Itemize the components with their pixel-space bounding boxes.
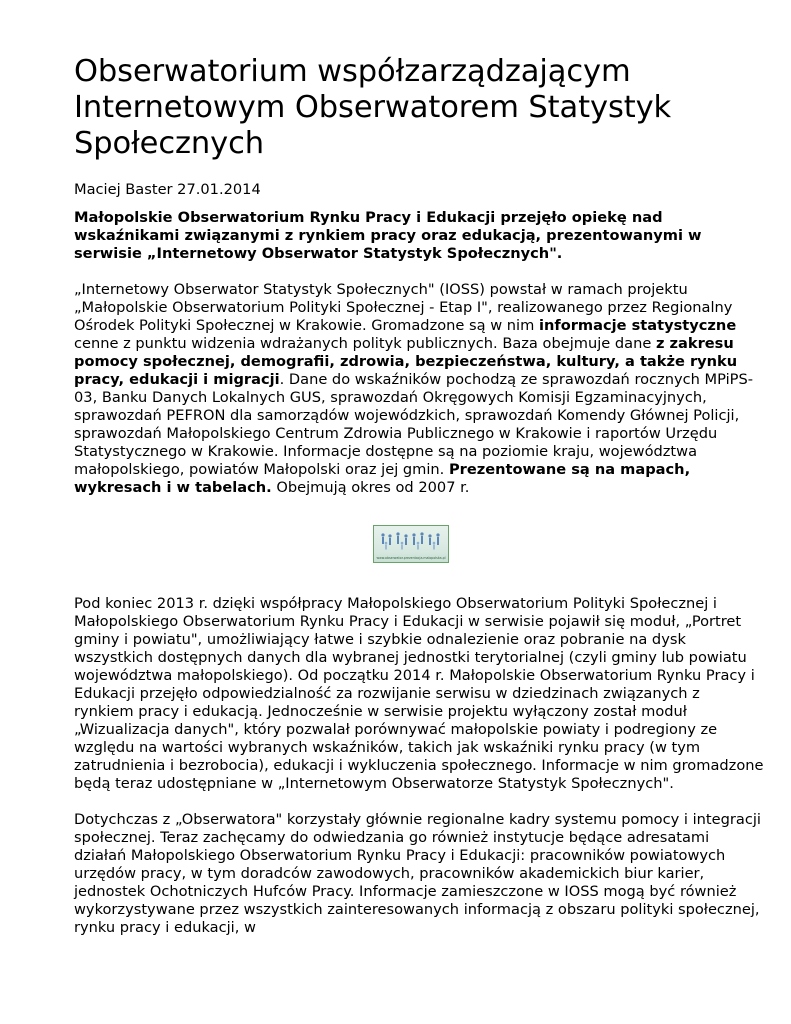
paragraph-portrait-module: Pod koniec 2013 r. dzięki współpracy Małopolskiego Obserwatorium Polityki Społecznej i Małopolskiego Obserwatorium Rynku Pracy i Edukacji w serwisie pojawił się moduł, „Portret gminy i powiatu", umożliwiający łatwe i szybkie odnalezienie oraz pobranie na dysk wszystkich dostępnych danych dla wybranej jednostki terytorialnej (czyli gminy lub powiatu województwa małopolskiego). Od początku 2014 r. Małopolskie Obserwatorium Rynku Pracy i Edukacji przejęło odpowiedzialność za rozwijanie serwisu w dziedzinach związanych z rynkiem pracy i edukacją. Jednocześnie w serwisie projektu wyłączony został moduł „Wizualizacja danych", który pozwalał porównywać małopolskie powiaty i podregiony ze względu na wartości wybranych wskaźników, takich jak wskaźniki rynku pracy (w tym zatrudnienia i bezrobocia), edukacji i wykluczenia społecznego. Informacje w nim gromadzone będą teraz udostępniane w „Internetowym Obserwatorze Statystyk Społecznych". [74, 595, 764, 792]
paragraph-text: Obejmują okres od 2007 r. [271, 479, 470, 496]
article [74, 54, 764, 937]
emphasis-data-scope: z zakresu pomocy społecznej, demografii, zdrowia, bezpieczeństwa, kultury, a także rynku pracy, edukacji i migracji [74, 335, 738, 388]
author-date: Maciej Baster 27.01.2014 [74, 181, 261, 198]
paragraph-text: „Internetowy Obserwator Statystyk Społecznych" (IOSS) powstał w ramach projektu „Małopolskie Obserwatorium Polityki Społecznej - Etap I", realizowanego przez Regionalny Ośrodek Polityki Społecznej w Krakowie. Gromadzone są w nim [74, 281, 733, 334]
emphasis-presentation: Prezentowane są na mapach, wykresach i w tabelach. [74, 461, 691, 496]
thumbnail-caption: www.obserwator.prezentacja.malopolska.pl [376, 556, 446, 560]
paragraph-audience: Dotychczas z „Obserwatora" korzystały głównie regionalne kadry systemu pomocy i integracji społecznej. Teraz zachęcamy do odwiedzania go również instytucje będące adresatami działań Małopolskiego Obserwatorium Rynku Pracy i Edukacji: pracowników powiatowych urzędów pracy, w tym doradców zawodowych, pracowników akademickich biur karier, jednostek Ochotniczych Hufców Pracy. Informacje zamieszczone w IOSS mogą być również wykorzystywane przez wszystkich zainteresowanych informacją z obszaru polityki społecznej, rynku pracy i edukacji, w [74, 811, 761, 936]
paragraph-text: . Dane do wskaźników pochodzą ze sprawozdań rocznych MPiPS-03, Banku Danych Lokalnych GUS, sprawozdań Okręgowych Komisji Egzaminacyjnych, sprawozdań PEFRON dla samorządów wojewódzkich, sprawozdań Komendy Głównej Policji, sprawozdań Małopolskiego Centrum Zdrowia Publicznego w Krakowie i raportów Urzędu Statystycznego w Krakowie. Informacje dostępne są na poziomie kraju, województwa małopolskiego, powiatów Małopolski oraz jej gmin. [74, 371, 753, 478]
paragraph-ioss-description [74, 281, 764, 497]
emphasis-statistical-info: informacje statystyczne [538, 317, 737, 334]
figure-container [74, 525, 764, 563]
people-figures-icon [377, 530, 445, 552]
article-lead: Małopolskie Obserwatorium Rynku Pracy i Edukacji przejęło opiekę nad wskaźnikami związanymi z rynkiem pracy oraz edukacją, prezentowanymi w serwisie „Internetowy Obserwator Statystyk Społecznych". [74, 209, 702, 262]
article-title: Obserwatorium współzarządzającym Internetowym Obserwatorem Statystyk Społecznych [74, 54, 672, 161]
ioss-thumbnail-image[interactable] [373, 525, 449, 563]
paragraph-text: cenne z punktu widzenia wdrażanych polityk publicznych. Baza obejmuje dane [74, 335, 656, 352]
